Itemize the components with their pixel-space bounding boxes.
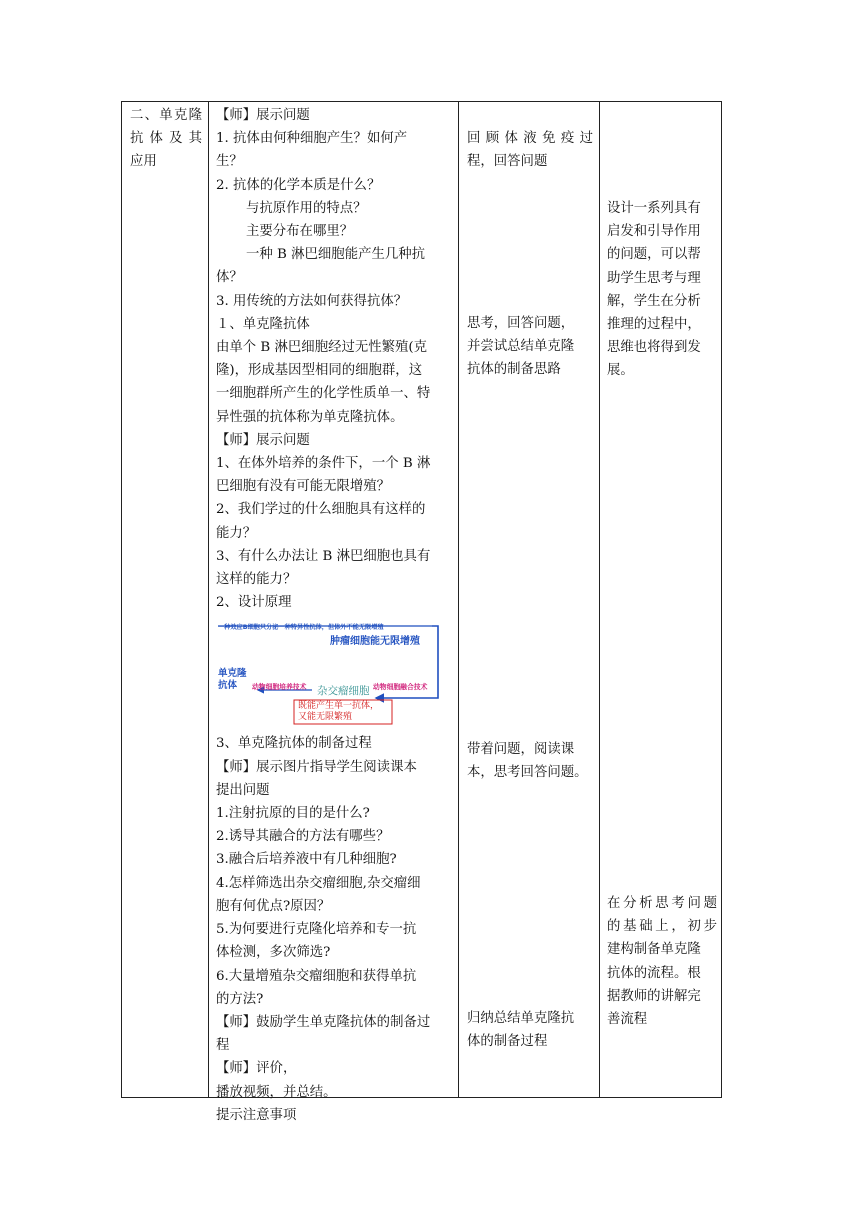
section-title-cell <box>130 104 202 174</box>
text-line: 异性强的抗体称为单克隆抗体。 <box>216 409 404 425</box>
text-line: 3. 用传统的方法如何获得抗体？ <box>216 293 408 309</box>
text-line: 启发和引导作用 <box>607 224 701 240</box>
column-divider <box>458 102 459 1097</box>
text-line: 据教师的讲解完 <box>607 988 701 1004</box>
text-line: 展。 <box>607 363 634 379</box>
section-title-line: 二、单克隆 <box>130 108 202 123</box>
text-line: 4.怎样筛选出杂交瘤细胞,杂交瘤细 <box>216 875 421 891</box>
design-principle-diagram <box>216 616 448 726</box>
text-line: 的方法? <box>216 991 264 1007</box>
text-line: 回顾体液免疫过 <box>467 131 593 146</box>
text-line: 建构制备单克隆 <box>607 942 701 958</box>
cell-culture-label: 动物细胞培养技术 <box>252 683 307 692</box>
text-line: 程，回答问题 <box>467 154 548 170</box>
text-line: 思维也将得到发 <box>607 340 701 356</box>
text-line: 2.诱导其融合的方法有哪些？ <box>216 829 390 845</box>
property-line: 既能产生单一抗体， <box>298 701 380 712</box>
text-line: １、单克隆抗体 <box>216 316 310 332</box>
text-line: 提出问题 <box>216 782 270 798</box>
text-line: 1.注射抗原的目的是什么? <box>216 806 370 822</box>
mab-label-line: 抗体 <box>218 680 238 692</box>
design-intent-2 <box>607 892 717 1031</box>
text-line: 解，学生在分析 <box>607 293 701 309</box>
lesson-table <box>121 101 722 1123</box>
text-line: 3、单克隆抗体的制备过程 <box>216 736 372 752</box>
text-line: 1. 抗体由何种细胞产生？如何产 <box>216 131 408 147</box>
text-line: 程 <box>216 1038 230 1054</box>
text-line: 生？ <box>216 154 243 170</box>
text-line: 2、我们学过的什么细胞具有这样的 <box>216 502 426 518</box>
property-text <box>298 701 379 723</box>
text-line: 播放视频，并总结。 <box>216 1084 337 1100</box>
text-line: 2. 抗体的化学本质是什么？ <box>216 177 381 193</box>
text-line: 提示注意事项 <box>216 1107 297 1123</box>
text-line: 带着问题，阅读课 <box>467 742 575 757</box>
text-line: 抗体的制备思路 <box>467 362 561 378</box>
text-line: 【师】鼓励学生单克隆抗体的制备过 <box>216 1014 431 1030</box>
text-line: 3.融合后培养液中有几种细胞? <box>216 852 397 868</box>
text-line: 与抗原作用的特点？ <box>246 200 367 216</box>
section-title-line: 应用 <box>130 154 157 170</box>
text-line: 一种 B 淋巴细胞能产生几种抗 <box>246 247 426 263</box>
text-line: 由单个 B 淋巴细胞经过无性繁殖(克 <box>216 340 428 356</box>
student-activity-2 <box>467 312 593 382</box>
text-line: 并尝试总结单克隆 <box>467 339 575 355</box>
text-line: 胞有何优点?原因？ <box>216 898 331 914</box>
column-divider <box>208 102 209 1097</box>
text-line: 的问题，可以帮 <box>607 247 701 263</box>
text-line: 1、在体外培养的条件下，一个 B 淋 <box>216 456 431 472</box>
text-line: 6.大量增殖杂交瘤细胞和获得单抗 <box>216 968 417 984</box>
student-activity-3 <box>467 738 597 784</box>
text-line: 思考，回答问题， <box>467 316 575 331</box>
text-line: 推理的过程中， <box>607 317 701 333</box>
mab-label <box>218 668 247 692</box>
text-line: 3、有什么办法让 B 淋巴细胞也具有 <box>216 548 431 564</box>
text-line: 能力？ <box>216 525 257 541</box>
text-line: 【师】展示问题 <box>216 432 310 448</box>
text-line: 巴细胞有没有可能无限增殖？ <box>216 479 391 495</box>
property-line: 又能无限繁殖 <box>298 712 353 723</box>
text-line: 【师】评价， <box>216 1061 297 1077</box>
tumor-cell-note: 肿瘤细胞能无限增殖 <box>330 636 420 648</box>
text-line: 体的制备过程 <box>467 1034 548 1050</box>
text-line: 善流程 <box>607 1012 648 1028</box>
text-line: 隆)，形成基因型相同的细胞群，这 <box>216 363 423 379</box>
text-line: 【师】展示问题 <box>216 108 310 123</box>
column-divider <box>599 102 600 1097</box>
hybridoma-label: 杂交瘤细胞 <box>317 685 370 698</box>
teacher-activity-cell <box>216 104 454 1127</box>
student-activity-1 <box>467 127 593 173</box>
text-line: 归纳总结单克隆抗 <box>467 1011 575 1026</box>
design-intent-1 <box>607 197 717 383</box>
text-line: 的基础上，初步 <box>607 919 717 935</box>
section-title-line: 抗体及其 <box>130 131 202 147</box>
text-line: 助学生思考与理 <box>607 270 701 286</box>
text-line: 一细胞群所产生的化学性质单一、特 <box>216 386 431 402</box>
cell-fusion-label: 动物细胞融合技术 <box>373 683 428 692</box>
text-line: 本，思考回答问题。 <box>467 765 588 781</box>
text-line: 体检测，多次筛选? <box>216 945 331 961</box>
text-line: 主要分布在哪里？ <box>246 224 354 240</box>
b-cell-note: 一种效应B细胞只分泌一种特异性抗体，但体外不能无限增殖 <box>218 624 384 632</box>
student-activity-4 <box>467 1007 593 1053</box>
text-line: 抗体的流程。根 <box>607 965 701 981</box>
text-line: 设计一系列具有 <box>607 201 701 216</box>
mab-label-line: 单克隆 <box>218 668 247 680</box>
text-line: 【师】展示图片指导学生阅读课本 <box>216 759 417 775</box>
text-line: 5.为何要进行克隆化培养和专一抗 <box>216 922 417 938</box>
text-line: 这样的能力？ <box>216 572 297 588</box>
text-line: 在分析思考问题 <box>607 896 717 911</box>
text-line: 体？ <box>216 270 243 286</box>
text-line: 2、设计原理 <box>216 595 292 611</box>
